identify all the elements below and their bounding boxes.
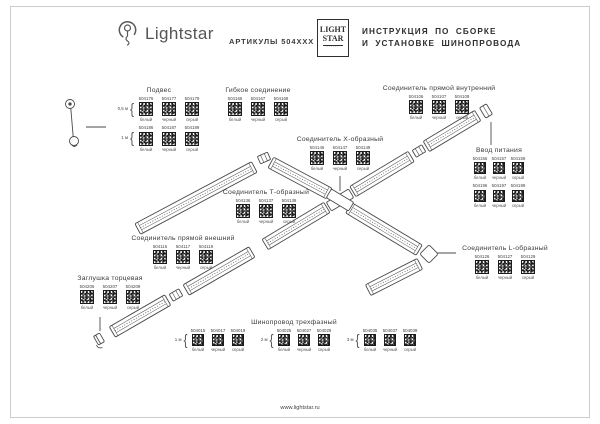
qr-code xyxy=(474,190,486,202)
color-label: черный xyxy=(491,202,507,208)
article-number: 504196 xyxy=(472,183,488,189)
color-label: серый xyxy=(511,175,525,181)
color-label: черный xyxy=(250,117,266,123)
qr-rows xyxy=(225,96,291,122)
product-item xyxy=(136,96,156,122)
product-item xyxy=(150,244,170,270)
color-label: серый xyxy=(282,219,296,225)
article-number: 504039 xyxy=(402,328,418,333)
article-number: 504025 xyxy=(276,328,292,333)
color-label: черный xyxy=(210,347,226,353)
color-label: белый xyxy=(191,347,205,353)
article-number: 504147 xyxy=(332,145,348,150)
article-number: 504136 xyxy=(235,198,251,203)
article-number: 504107 xyxy=(431,94,447,99)
qr-code xyxy=(282,204,296,218)
article-number: 504176 xyxy=(138,96,154,101)
product-item xyxy=(472,254,492,280)
qr-cells xyxy=(406,94,472,120)
article-number: 504177 xyxy=(161,96,177,101)
color-label: серый xyxy=(126,305,140,311)
product-group-straight-outer xyxy=(120,235,246,270)
brace-glyph: { xyxy=(129,100,134,118)
product-item xyxy=(495,254,515,280)
article-number: 504139 xyxy=(281,198,297,203)
qr-code xyxy=(498,260,512,274)
qr-code xyxy=(409,100,423,114)
qr-cells xyxy=(77,284,143,310)
qr-cells xyxy=(276,328,333,352)
qr-row xyxy=(472,156,526,180)
color-label: серый xyxy=(455,115,469,121)
website-url: www.lightstar.ru xyxy=(280,405,320,411)
article-number: 504109 xyxy=(454,94,470,99)
article-number: 504159 xyxy=(510,156,526,161)
qr-code xyxy=(139,102,153,116)
product-group-power xyxy=(468,147,530,208)
product-item xyxy=(518,254,538,280)
color-label: серый xyxy=(521,275,535,281)
qr-cells xyxy=(472,156,526,180)
qr-code xyxy=(199,250,213,264)
group-title: Соединитель прямой внешний xyxy=(131,235,235,242)
qr-code xyxy=(278,334,290,346)
qr-code xyxy=(356,151,370,165)
qr-code xyxy=(236,204,250,218)
group-title: Соединитель Х-образный xyxy=(296,136,384,143)
qr-row xyxy=(307,145,373,171)
product-item xyxy=(279,198,299,224)
product-item xyxy=(330,145,350,171)
qr-code xyxy=(192,334,204,346)
qr-rows xyxy=(307,145,373,171)
product-group-pendant xyxy=(100,87,218,152)
group-title: Соединитель L-образный xyxy=(462,245,548,252)
brace-glyph: { xyxy=(183,331,188,349)
article-number: 504209 xyxy=(125,284,141,289)
row-label: 1 м xyxy=(121,135,128,141)
color-label: черный xyxy=(431,115,447,121)
color-label: серый xyxy=(199,265,213,271)
box-logo-line2: STAR xyxy=(322,33,344,43)
group-title: Заглушка торцевая xyxy=(77,275,143,282)
article-number: 504206 xyxy=(79,284,95,289)
product-item xyxy=(472,156,488,180)
l-junction-piece xyxy=(420,245,438,263)
qr-code xyxy=(212,334,224,346)
track-rail-segment xyxy=(346,203,422,256)
qr-rows xyxy=(116,96,202,152)
color-label: серый xyxy=(317,347,331,353)
product-item xyxy=(182,96,202,122)
qr-code xyxy=(185,102,199,116)
qr-rows xyxy=(233,198,299,224)
article-number: 504027 xyxy=(296,328,312,333)
end-cap-icon xyxy=(93,333,104,348)
product-item xyxy=(210,328,227,352)
pendant-icon xyxy=(66,100,79,147)
qr-code xyxy=(185,132,199,146)
product-item xyxy=(182,125,202,151)
color-label: черный xyxy=(296,347,312,353)
color-label: белый xyxy=(153,265,167,271)
product-item xyxy=(402,328,419,352)
article-number: 504019 xyxy=(230,328,246,333)
qr-cells xyxy=(233,198,299,224)
qr-rows xyxy=(169,328,418,352)
product-item xyxy=(382,328,399,352)
group-title: Подвес xyxy=(146,87,172,94)
color-label: белый xyxy=(473,175,487,181)
qr-code xyxy=(228,102,242,116)
qr-code xyxy=(474,162,486,174)
product-item xyxy=(491,183,507,207)
color-label: белый xyxy=(277,347,291,353)
qr-row xyxy=(406,94,472,120)
qr-code xyxy=(251,102,265,116)
article-number: 504186 xyxy=(138,125,154,131)
color-label: серый xyxy=(511,202,525,208)
qr-row xyxy=(472,254,538,280)
article-number: 504166 xyxy=(227,96,243,101)
article-number: 504017 xyxy=(210,328,226,333)
straight-connector-piece xyxy=(169,289,183,301)
article-number: 504037 xyxy=(382,328,398,333)
product-item xyxy=(159,96,179,122)
color-label: белый xyxy=(80,305,94,311)
product-item xyxy=(276,328,293,352)
qr-code xyxy=(274,102,288,116)
product-item xyxy=(353,145,373,171)
qr-row xyxy=(169,328,246,352)
color-label: белый xyxy=(409,115,423,121)
product-item xyxy=(225,96,245,122)
product-item xyxy=(491,156,507,180)
qr-code xyxy=(432,100,446,114)
product-item xyxy=(362,328,379,352)
qr-code xyxy=(404,334,416,346)
color-label: белый xyxy=(363,347,377,353)
color-label: черный xyxy=(491,175,507,181)
color-label: серый xyxy=(274,117,288,123)
product-group-track xyxy=(174,319,418,353)
product-item xyxy=(248,96,268,122)
qr-code xyxy=(298,334,310,346)
brace-glyph: { xyxy=(129,129,134,148)
qr-cells xyxy=(362,328,419,352)
qr-row xyxy=(225,96,291,122)
color-label: серый xyxy=(185,117,199,123)
product-item xyxy=(230,328,247,352)
qr-code xyxy=(80,290,94,304)
qr-rows xyxy=(472,156,526,208)
article-number: 504207 xyxy=(102,284,118,289)
qr-row xyxy=(342,328,419,352)
qr-code xyxy=(126,290,140,304)
lightstar-box-logo xyxy=(317,19,349,57)
article-number: 504035 xyxy=(362,328,378,333)
color-label: белый xyxy=(139,117,153,123)
color-label: черный xyxy=(497,275,513,281)
qr-code xyxy=(153,250,167,264)
product-item xyxy=(159,125,179,151)
row-label: 1 м xyxy=(174,336,182,342)
group-title: Соединитель Т-образный xyxy=(222,189,310,196)
qr-code xyxy=(333,151,347,165)
qr-cells xyxy=(225,96,291,122)
qr-cells xyxy=(472,183,526,207)
article-number: 504137 xyxy=(258,198,274,203)
qr-code xyxy=(364,334,376,346)
article-number: 504119 xyxy=(198,244,214,249)
row-label: 0,5 м xyxy=(117,105,128,111)
qr-row xyxy=(472,183,526,207)
lightstar-bulb-icon xyxy=(116,20,139,47)
qr-code xyxy=(521,260,535,274)
qr-code xyxy=(493,162,505,174)
qr-row xyxy=(150,244,216,270)
qr-rows xyxy=(77,284,143,310)
qr-cells xyxy=(190,328,247,352)
row-label: 2 м xyxy=(260,336,268,342)
color-label: серый xyxy=(231,347,245,353)
qr-code xyxy=(512,162,524,174)
color-label: черный xyxy=(161,117,177,123)
qr-code xyxy=(493,190,505,202)
qr-cells xyxy=(307,145,373,171)
product-item xyxy=(406,94,426,120)
article-number: 504189 xyxy=(184,125,200,131)
document-title xyxy=(362,26,521,50)
qr-code xyxy=(455,100,469,114)
product-item xyxy=(233,198,253,224)
article-number: 504029 xyxy=(316,328,332,333)
group-title: Соединитель прямой внутренний xyxy=(382,85,496,92)
color-label: черный xyxy=(382,347,398,353)
color-label: черный xyxy=(161,146,177,152)
product-group-endcap xyxy=(56,275,164,310)
qr-code xyxy=(139,132,153,146)
track-rail-segment xyxy=(365,258,422,295)
article-number: 504167 xyxy=(250,96,266,101)
brace-glyph: { xyxy=(269,331,274,349)
article-number: 504199 xyxy=(510,183,526,189)
group-title: Ввод питания xyxy=(475,147,523,154)
article-number: 504187 xyxy=(161,125,177,131)
qr-code xyxy=(318,334,330,346)
product-item xyxy=(452,94,472,120)
product-item xyxy=(196,244,216,270)
product-item xyxy=(77,284,97,310)
article-number: 504116 xyxy=(152,244,168,249)
qr-row xyxy=(256,328,333,352)
color-label: серый xyxy=(356,166,370,172)
qr-code xyxy=(384,334,396,346)
product-item xyxy=(296,328,313,352)
article-number: 504197 xyxy=(491,183,507,189)
product-group-l xyxy=(453,245,557,280)
qr-code xyxy=(310,151,324,165)
qr-cells xyxy=(136,96,202,122)
qr-rows xyxy=(406,94,472,120)
article-number: 504117 xyxy=(175,244,191,249)
color-label: белый xyxy=(236,219,250,225)
product-item xyxy=(173,244,193,270)
article-number: 504126 xyxy=(474,254,490,259)
color-label: черный xyxy=(175,265,191,271)
qr-cells xyxy=(472,254,538,280)
product-item xyxy=(510,183,526,207)
product-group-flex xyxy=(220,87,296,122)
color-label: серый xyxy=(185,146,199,152)
color-label: белый xyxy=(139,146,153,152)
product-group-straight-inner xyxy=(366,85,512,120)
qr-code xyxy=(162,102,176,116)
article-number: 504127 xyxy=(497,254,513,259)
qr-row xyxy=(116,125,202,151)
qr-code xyxy=(103,290,117,304)
document-title-line1: ИНСТРУКЦИЯ ПО СБОРКЕ xyxy=(362,27,497,36)
article-number: 504106 xyxy=(408,94,424,99)
article-number: 504129 xyxy=(520,254,536,259)
product-item xyxy=(256,198,276,224)
qr-rows xyxy=(472,254,538,280)
product-item xyxy=(136,125,156,151)
qr-code xyxy=(176,250,190,264)
product-item xyxy=(307,145,327,171)
brand-name: Lightstar xyxy=(145,23,214,43)
product-item xyxy=(429,94,449,120)
qr-code xyxy=(475,260,489,274)
product-item xyxy=(510,156,526,180)
qr-code xyxy=(162,132,176,146)
color-label: черный xyxy=(332,166,348,172)
product-item xyxy=(472,183,488,207)
articles-label: АРТИКУЛЫ 504XXX xyxy=(229,37,315,46)
color-label: белый xyxy=(475,275,489,281)
product-group-t xyxy=(214,189,318,224)
product-group-x xyxy=(281,136,399,171)
color-label: серый xyxy=(403,347,417,353)
qr-row xyxy=(77,284,143,310)
box-logo-dots: ······ xyxy=(326,45,340,50)
article-number: 504156 xyxy=(472,156,488,161)
color-label: белый xyxy=(473,202,487,208)
box-logo-line1: LIGHT xyxy=(319,25,347,35)
article-number: 504149 xyxy=(355,145,371,150)
product-item xyxy=(316,328,333,352)
qr-cells xyxy=(150,244,216,270)
group-title: Шинопровод трехфазный xyxy=(251,319,337,326)
qr-row xyxy=(233,198,299,224)
product-item xyxy=(190,328,207,352)
qr-cells xyxy=(136,125,202,151)
brace-glyph: { xyxy=(355,331,360,349)
color-label: белый xyxy=(228,117,242,123)
article-number: 504015 xyxy=(190,328,206,333)
product-item xyxy=(123,284,143,310)
product-item xyxy=(100,284,120,310)
color-label: черный xyxy=(102,305,118,311)
color-label: черный xyxy=(258,219,274,225)
row-label: 3 м xyxy=(346,336,354,342)
color-label: белый xyxy=(310,166,324,172)
qr-row xyxy=(116,96,202,122)
lightstar-brand-logo xyxy=(116,20,214,47)
product-item xyxy=(271,96,291,122)
article-number: 504179 xyxy=(184,96,200,101)
flex-connector-piece xyxy=(257,152,270,164)
qr-code xyxy=(512,190,524,202)
document-title-line2: И УСТАНОВКЕ ШИНОПРОВОДА xyxy=(362,38,522,48)
qr-code xyxy=(259,204,273,218)
article-number: 504169 xyxy=(273,96,289,101)
qr-code xyxy=(232,334,244,346)
article-number: 504146 xyxy=(309,145,325,150)
article-number: 504157 xyxy=(491,156,507,161)
straight-connector-piece xyxy=(412,145,426,158)
qr-rows xyxy=(150,244,216,270)
group-title: Гибкое соединение xyxy=(225,87,291,94)
